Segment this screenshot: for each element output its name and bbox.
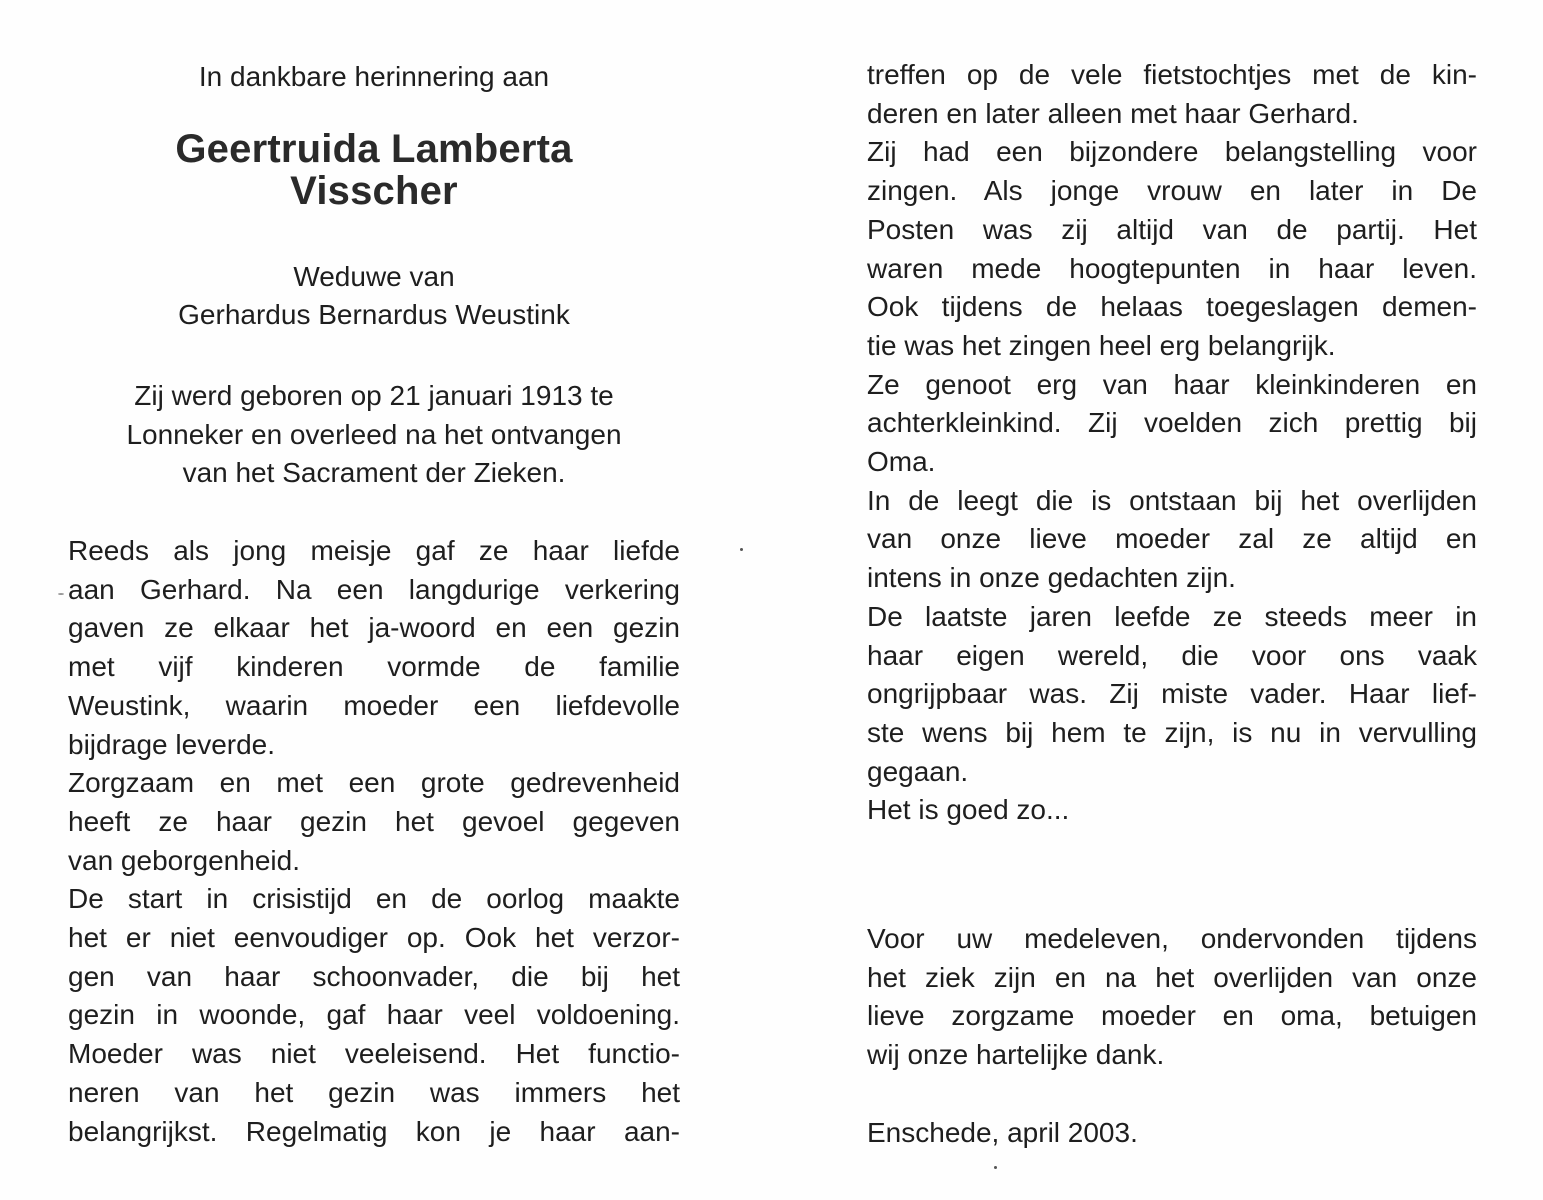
text-line: achterkleinkind. Zij voelden zich prettig bij bbox=[867, 407, 1477, 439]
text-line: van geborgenheid. bbox=[68, 844, 300, 876]
text-line: Zorgzaam en met een grote gedrevenheid bbox=[68, 767, 680, 799]
text-line: belangrijkst. Regelmatig kon je haar aan- bbox=[68, 1115, 680, 1147]
text-line: Voor uw medeleven, ondervonden tijdens bbox=[867, 923, 1477, 954]
text-line: zingen. Als jonge vrouw en later in De bbox=[867, 175, 1477, 207]
widow-label: Weduwe van bbox=[293, 261, 455, 292]
text-line: Oma. bbox=[867, 446, 936, 478]
text-line: Zij had een bijzondere belangstelling voor bbox=[867, 136, 1477, 168]
text-line: Ze genoot erg van haar kleinkinderen en bbox=[867, 368, 1477, 400]
text-line: treffen op de vele fietstochtjes met de kin- bbox=[867, 59, 1477, 90]
text-line: In de leegt die is ontstaan bij het overlijden bbox=[867, 484, 1477, 516]
left-column-text bbox=[68, 532, 680, 1151]
text-line: Reeds als jong meisje gaf ze haar liefde bbox=[68, 535, 680, 566]
right-column-text bbox=[867, 56, 1477, 830]
text-line: Weustink, waarin moeder een liefdevolle bbox=[68, 689, 680, 721]
name-line-1: Geertruida Lamberta bbox=[175, 127, 573, 171]
text-line: Moeder was niet veeleisend. Het functio- bbox=[68, 1038, 680, 1070]
birth-line: Zij werd geboren op 21 januari 1913 te bbox=[134, 380, 614, 411]
text-line: deren en later alleen met haar Gerhard. bbox=[867, 97, 1359, 129]
place-date: Enschede, april 2003. bbox=[867, 1117, 1138, 1148]
text-line: wij onze hartelijke dank. bbox=[867, 1038, 1165, 1070]
text-line: Het is goed zo... bbox=[867, 794, 1070, 826]
text-line: ste wens bij hem te zijn, is nu in vervulling bbox=[867, 716, 1477, 748]
text-line: het ziek zijn en na het overlijden van onze bbox=[867, 961, 1477, 993]
thanks-paragraph bbox=[867, 920, 1477, 1074]
text-line: De start in crisistijd en de oorlog maakte bbox=[68, 883, 680, 915]
text-line: Posten was zij altijd van de partij. Het bbox=[867, 213, 1477, 245]
scan-speck bbox=[994, 1166, 997, 1169]
deceased-name bbox=[68, 128, 680, 212]
scan-speck bbox=[740, 548, 743, 551]
text-line: Ook tijdens de helaas toegeslagen demen- bbox=[867, 291, 1477, 323]
birth-line: Lonneker en overleed na het ontvangen bbox=[126, 418, 622, 450]
text-line: van onze lieve moeder zal ze altijd en bbox=[867, 523, 1477, 555]
text-line: tie was het zingen heel erg belangrijk. bbox=[867, 329, 1336, 361]
name-line-2: Visscher bbox=[290, 169, 458, 213]
text-line: bijdrage leverde. bbox=[68, 728, 276, 760]
text-line: waren mede hoogtepunten in haar leven. bbox=[867, 252, 1477, 284]
text-line: neren van het gezin was immers het bbox=[68, 1076, 680, 1108]
text-line: met vijf kinderen vormde de familie bbox=[68, 651, 680, 683]
text-line: gaven ze elkaar het ja-woord en een gezin bbox=[68, 612, 680, 644]
scan-speck bbox=[58, 593, 64, 595]
text-line: het er niet eenvoudiger op. Ook het verzor- bbox=[68, 922, 680, 954]
text-line: ongrijpbaar was. Zij miste vader. Haar lief- bbox=[867, 678, 1477, 710]
birth-line: van het Sacrament der Zieken. bbox=[182, 457, 566, 488]
text-line: aan Gerhard. Na een langdurige verkering bbox=[68, 573, 680, 605]
intro-text: In dankbare herinnering aan bbox=[198, 61, 550, 92]
birth-paragraph bbox=[68, 377, 680, 493]
text-line: gen van haar schoonvader, die bij het bbox=[68, 960, 680, 992]
text-line: gegaan. bbox=[867, 755, 969, 787]
text-line: heeft ze haar gezin het gevoel gegeven bbox=[68, 805, 680, 837]
text-line: gezin in woonde, gaf haar veel voldoening. bbox=[68, 999, 680, 1031]
text-line: intens in onze gedachten zijn. bbox=[867, 562, 1236, 594]
text-line: haar eigen wereld, die voor ons vaak bbox=[867, 639, 1477, 671]
widow-of-block bbox=[68, 258, 680, 334]
text-line: De laatste jaren leefde ze steeds meer in bbox=[867, 600, 1477, 632]
text-line: lieve zorgzame moeder en oma, betuigen bbox=[867, 1000, 1477, 1031]
husband-name: Gerhardus Bernardus Weustink bbox=[178, 299, 570, 330]
